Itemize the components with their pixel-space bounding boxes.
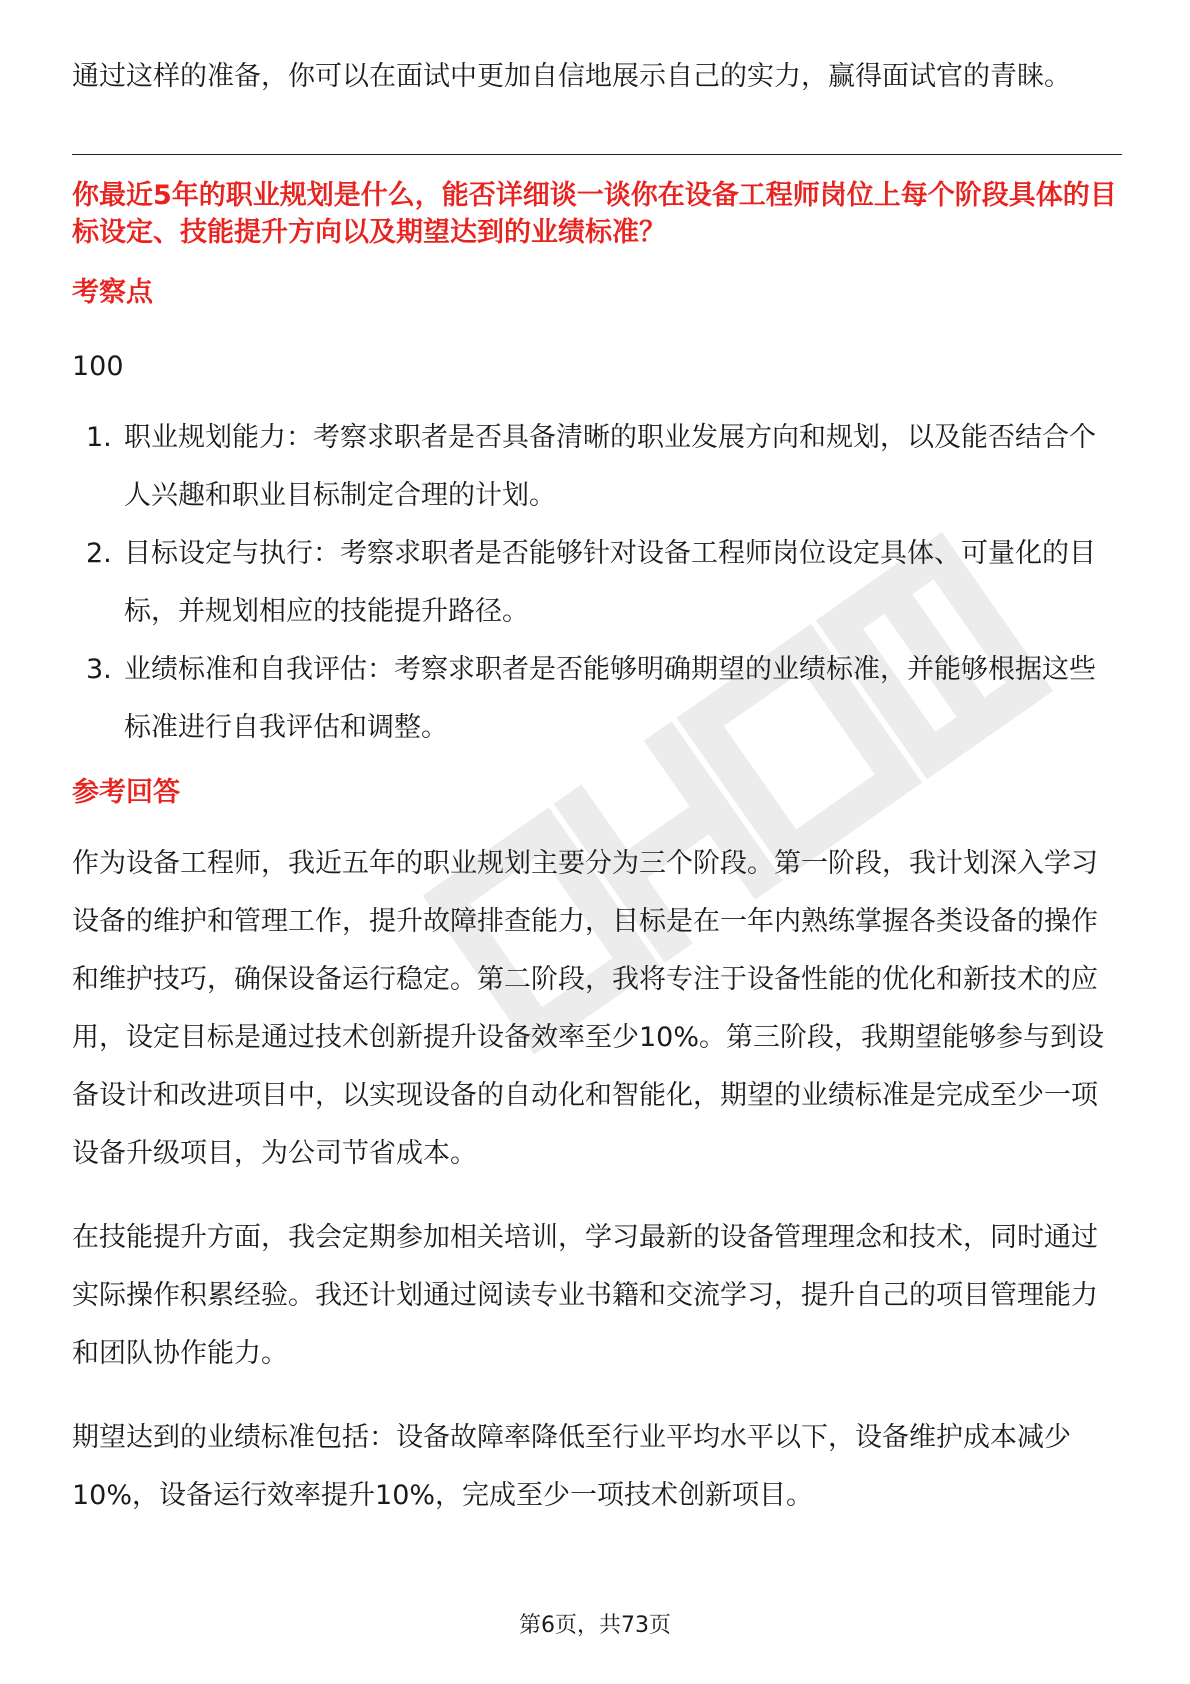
list-item-number: 3. — [86, 654, 112, 685]
answer-title: 参考回答 — [72, 777, 180, 808]
list-item — [72, 641, 1122, 757]
assessment-score: 100 — [72, 351, 124, 382]
list-item-number: 1. — [86, 422, 112, 453]
answer-paragraph: 在技能提升方面，我会定期参加相关培训，学习最新的设备管理理念和技术，同时通过实际操作积累经验。我还计划通过阅读专业书籍和交流学习，提升自己的项目管理能力和团队协作能力。 — [72, 1222, 1098, 1369]
list-item — [72, 525, 1122, 641]
answer-paragraph: 期望达到的业绩标准包括：设备故障率降低至行业平均水平以下，设备维护成本减少10%，设备运行效率提升10%，完成至少一项技术创新项目。 — [72, 1422, 1071, 1511]
question-heading: 你最近5年的职业规划是什么，能否详细谈一谈你在设备工程师岗位上每个阶段具体的目标设定、技能提升方向以及期望达到的业绩标准？ — [72, 180, 1117, 248]
page-number: 第6页，共73页 — [519, 1613, 671, 1638]
list-item-text: 目标设定与执行：考察求职者是否能够针对设备工程师岗位设定具体、可量化的目标，并规划相应的技能提升路径。 — [124, 538, 1096, 627]
document-body — [72, 48, 1122, 1551]
list-item-text: 业绩标准和自我评估：考察求职者是否能够明确期望的业绩标准，并能够根据这些标准进行自我评估和调整。 — [124, 654, 1096, 743]
intro-paragraph: 通过这样的准备，你可以在面试中更加自信地展示自己的实力，赢得面试官的青睐。 — [72, 61, 1071, 92]
list-item-number: 2. — [86, 538, 112, 569]
list-item — [72, 409, 1122, 525]
assessment-list — [72, 409, 1122, 757]
list-item-text: 职业规划能力：考察求职者是否具备清晰的职业发展方向和规划，以及能否结合个人兴趣和职业目标制定合理的计划。 — [124, 422, 1096, 511]
assessment-title: 考察点 — [72, 277, 153, 308]
section-divider — [72, 154, 1122, 155]
answer-paragraph: 作为设备工程师，我近五年的职业规划主要分为三个阶段。第一阶段，我计划深入学习设备的维护和管理工作，提升故障排查能力，目标是在一年内熟练掌握各类设备的操作和维护技巧，确保设备运行稳定。第二阶段，我将专注于设备性能的优化和新技术的应用，设定目标是通过技术创新提升设备效率至少10%。第三阶段，我期望能够参与到设备设计和改进项目中，以实现设备的自动化和智能化，期望的业绩标准是完成至少一项设备升级项目，为公司节省成本。 — [72, 848, 1105, 1169]
